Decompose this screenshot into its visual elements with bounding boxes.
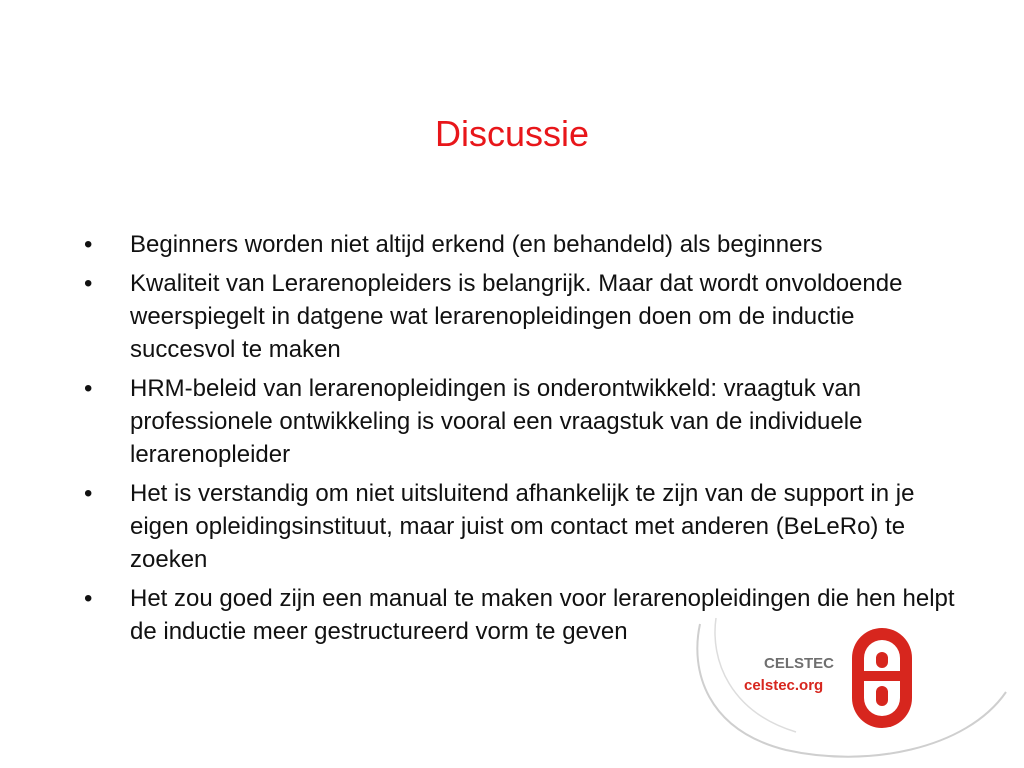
slide-title: Discussie <box>434 113 590 154</box>
bullet-icon: • <box>84 231 93 258</box>
bullet-icon: • <box>84 480 93 507</box>
bullet-icon: • <box>84 375 93 402</box>
bullet-text: Het zou goed zijn een manual te maken voor lerarenopleidingen die hen helpt de inductie meer gestructureerd vorm te geven <box>130 585 955 645</box>
bullet-text: Kwaliteit van Lerarenopleiders is belangrijk. Maar dat wordt onvoldoende weerspiegelt in datgene wat lerarenopleidingen doen om de inductie succesvol te maken <box>130 270 903 363</box>
bullet-item <box>84 372 964 471</box>
bullet-icon: • <box>84 270 93 297</box>
bullet-list <box>84 228 964 654</box>
logo-url: celstec.org <box>744 677 824 694</box>
bullet-text: Beginners worden niet altijd erkend (en behandeld) als beginners <box>130 231 823 258</box>
bullet-text: Het is verstandig om niet uitsluitend afhankelijk te zijn van de support in je eigen opleidingsinstituut, maar juist om contact met anderen (BeLeRo) te zoeken <box>130 480 915 573</box>
bullet-item <box>84 477 964 576</box>
bullet-item <box>84 267 964 366</box>
bullet-item <box>84 228 964 261</box>
bullet-item <box>84 582 964 648</box>
bullet-text: HRM-beleid van lerarenopleidingen is onderontwikkeld: vraagtuk van professionele ontwikkeling is vooral een vraagstuk van de individuele lerarenopleider <box>130 375 863 468</box>
logo-name: CELSTEC <box>764 655 835 672</box>
bullet-icon: • <box>84 585 93 612</box>
